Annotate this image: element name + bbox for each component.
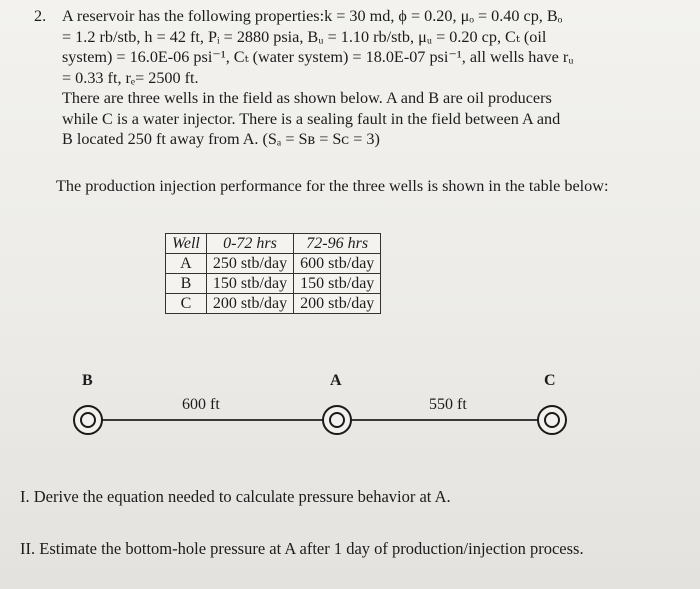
distance-a-c: 550 ft bbox=[429, 396, 467, 413]
table-row bbox=[166, 274, 381, 294]
well-label-b: B bbox=[82, 372, 93, 389]
cell-rate: 200 stb/day bbox=[206, 294, 293, 314]
distance-b-a: 600 ft bbox=[182, 396, 220, 413]
question-2: II. Estimate the bottom-hole pressure at A after 1 day of production/injection process. bbox=[20, 539, 584, 558]
problem-line: A reservoir has the following properties:k = 30 md, ϕ = 0.20, μₒ = 0.40 cp, Bₒ bbox=[62, 7, 563, 25]
table-row bbox=[166, 254, 381, 274]
problem-line: while C is a water injector. There is a sealing fault in the field between A and bbox=[62, 109, 561, 128]
well-layout-diagram bbox=[0, 372, 700, 444]
cell-rate: 200 stb/day bbox=[294, 294, 381, 314]
well-b-symbol bbox=[74, 406, 102, 434]
problem-line: B located 250 ft away from A. (Sₐ = Sʙ = Sᴄ = 3) bbox=[62, 130, 380, 148]
problem-line: There are three wells in the field as shown below. A and B are oil producers bbox=[62, 89, 552, 107]
well-label-a: A bbox=[330, 372, 342, 389]
cell-rate: 250 stb/day bbox=[206, 254, 293, 274]
well-c-symbol bbox=[538, 406, 566, 434]
well-line-svg bbox=[0, 372, 700, 444]
problem-line: = 0.33 ft, rₑ= 2500 ft. bbox=[62, 68, 199, 87]
table-header-row bbox=[166, 234, 381, 254]
problem-statement bbox=[34, 6, 664, 150]
performance-table bbox=[165, 233, 381, 314]
header-well: Well bbox=[166, 234, 207, 254]
header-period-1: 0-72 hrs bbox=[206, 234, 293, 254]
cell-well: B bbox=[166, 274, 207, 294]
header-period-2: 72-96 hrs bbox=[294, 234, 381, 254]
question-1: I. Derive the equation needed to calculate pressure behavior at A. bbox=[20, 487, 451, 506]
problem-line: system) = 16.0E-06 psi⁻¹, Cₜ (water system) = 18.0E-07 psi⁻¹, all wells have rᵤ bbox=[62, 48, 574, 66]
well-label-c: C bbox=[544, 372, 556, 389]
table-row bbox=[166, 294, 381, 314]
cell-well: A bbox=[166, 254, 207, 274]
problem-number: 2. bbox=[34, 7, 47, 25]
well-a-symbol bbox=[323, 406, 351, 434]
cell-well: C bbox=[166, 294, 207, 314]
problem-line: = 1.2 rb/stb, h = 42 ft, Pᵢ = 2880 psia, Bᵤ = 1.10 rb/stb, μᵤ = 0.20 cp, Cₜ (oil bbox=[62, 27, 547, 46]
cell-rate: 150 stb/day bbox=[294, 274, 381, 294]
cell-rate: 150 stb/day bbox=[206, 274, 293, 294]
cell-rate: 600 stb/day bbox=[294, 254, 381, 274]
table-intro: The production injection performance for the three wells is shown in the table below: bbox=[56, 177, 609, 195]
problem-body bbox=[62, 6, 664, 150]
